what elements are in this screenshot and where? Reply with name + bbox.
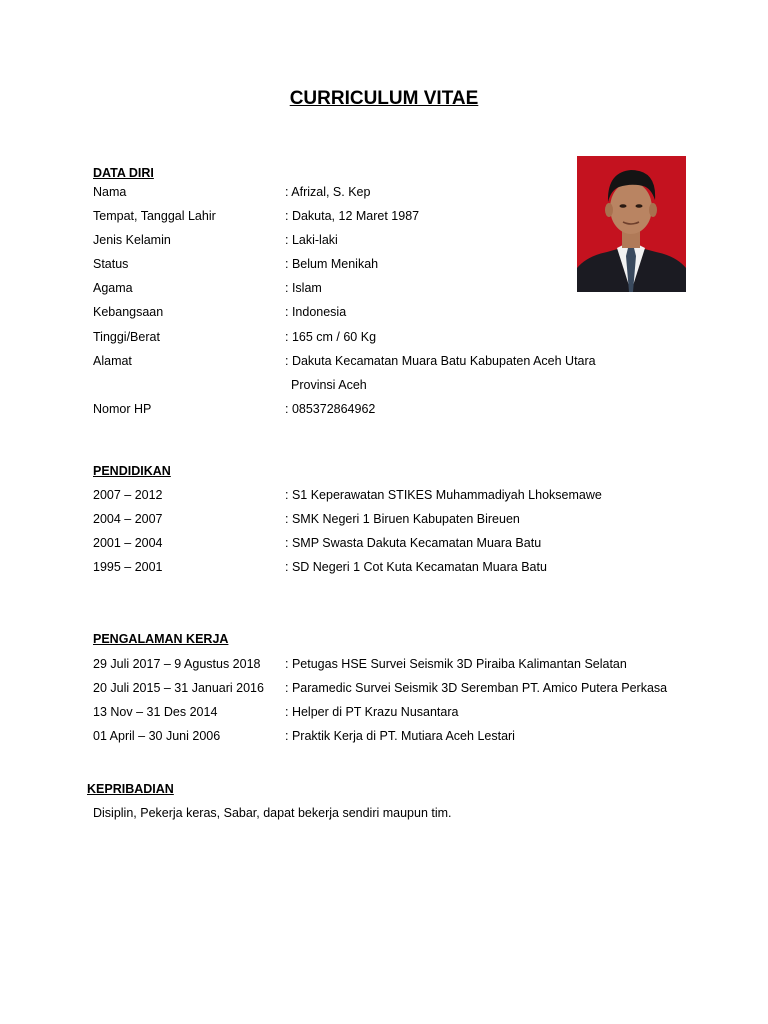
row-label: Nomor HP <box>93 402 152 416</box>
row-value: : SD Negeri 1 Cot Kuta Kecamatan Muara Batu <box>285 560 547 574</box>
section-heading-pengalaman-kerja: PENGALAMAN KERJA <box>93 632 229 646</box>
row-value: : Afrizal, S. Kep <box>285 185 371 199</box>
row-value: : Indonesia <box>285 305 347 319</box>
row-value: : Belum Menikah <box>285 257 379 271</box>
row-label: 29 Juli 2017 – 9 Agustus 2018 <box>93 657 261 671</box>
row-value: : SMP Swasta Dakuta Kecamatan Muara Batu <box>285 536 542 550</box>
row-value: : 165 cm / 60 Kg <box>285 330 377 344</box>
row-label: 1995 – 2001 <box>93 560 163 574</box>
row-label: 2004 – 2007 <box>93 512 163 526</box>
profile-photo <box>577 156 686 292</box>
row-label: Kebangsaan <box>93 305 164 319</box>
section-heading-pendidikan: PENDIDIKAN <box>93 464 171 478</box>
section-heading-kepribadian: KEPRIBADIAN <box>87 782 174 796</box>
row-label: 01 April – 30 Juni 2006 <box>93 729 221 743</box>
section-heading-data-diri: DATA DIRI <box>93 166 154 180</box>
row-value: : Dakuta, 12 Maret 1987 <box>285 209 420 223</box>
row-label: Tempat, Tanggal Lahir <box>93 209 216 223</box>
kepribadian-text: Disiplin, Pekerja keras, Sabar, dapat bekerja sendiri maupun tim. <box>93 806 452 820</box>
row-value: : Helper di PT Krazu Nusantara <box>285 705 459 719</box>
row-value: : Dakuta Kecamatan Muara Batu Kabupaten Aceh Utara <box>285 354 596 368</box>
row-value: : SMK Negeri 1 Biruen Kabupaten Bireuen <box>285 512 520 526</box>
row-value: : Praktik Kerja di PT. Mutiara Aceh Lestari <box>285 729 515 743</box>
row-value: : 085372864962 <box>285 402 376 416</box>
row-label: 13 Nov – 31 Des 2014 <box>93 705 218 719</box>
row-label: Tinggi/Berat <box>93 330 160 344</box>
row-label: Agama <box>93 281 133 295</box>
row-label: Jenis Kelamin <box>93 233 171 247</box>
row-value: : Islam <box>285 281 322 295</box>
row-label: Alamat <box>93 354 132 368</box>
row-value: : Petugas HSE Survei Seismik 3D Piraiba Kalimantan Selatan <box>285 657 627 671</box>
person-icon <box>577 156 686 292</box>
alamat-continuation: Provinsi Aceh <box>291 378 367 392</box>
row-label: 20 Juli 2015 – 31 Januari 2016 <box>93 681 264 695</box>
row-value: : S1 Keperawatan STIKES Muhammadiyah Lhoksemawe <box>285 488 602 502</box>
row-label: Nama <box>93 185 127 199</box>
row-label: 2007 – 2012 <box>93 488 163 502</box>
row-value: : Paramedic Survei Seismik 3D Seremban PT. Amico Putera Perkasa <box>285 681 668 695</box>
document-title: CURRICULUM VITAE <box>289 88 479 109</box>
row-label: 2001 – 2004 <box>93 536 163 550</box>
row-label: Status <box>93 257 129 271</box>
row-value: : Laki-laki <box>285 233 338 247</box>
